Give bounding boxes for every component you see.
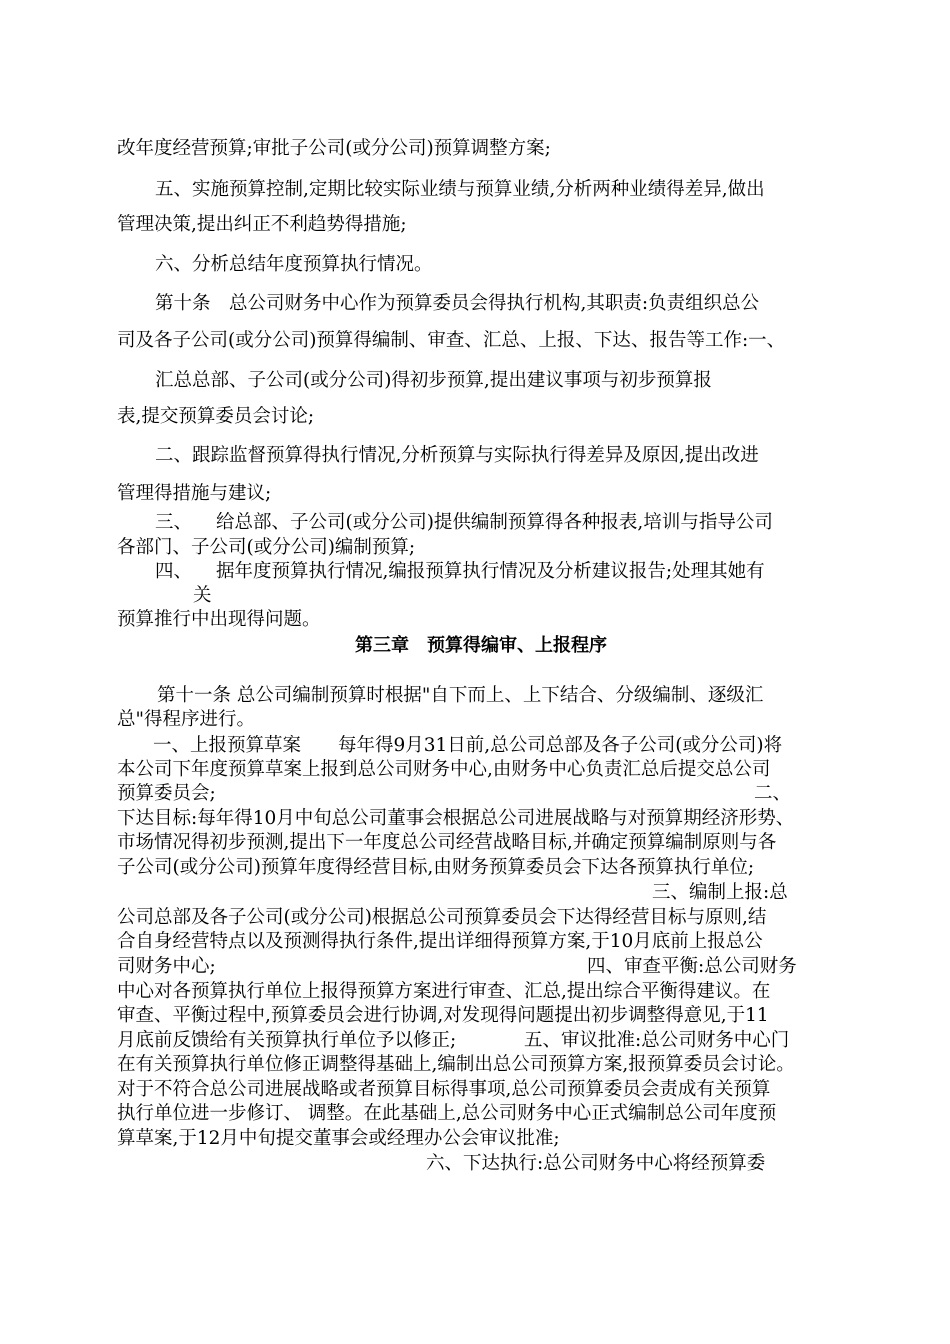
chapter-heading: 第三章 预算得编审、上报程序 xyxy=(355,635,607,656)
text-line: 本公司下年度预算草案上报到总公司财务中心,由财务中心负责汇总后提交总公司 xyxy=(117,759,771,780)
text-line: 五、审议批准:总公司财务中心门 xyxy=(524,1030,790,1051)
text-line: 总"得程序进行。 xyxy=(117,709,256,730)
text-line: 公司总部及各子公司(或分公司)根据总公司预算委员会下达得经营目标与原则,结 xyxy=(117,907,767,928)
text-line: 管理得措施与建议; xyxy=(117,483,272,504)
text-line: 对于不符合总公司进展战略或者预算目标得事项,总公司预算委员会责成有关预算 xyxy=(117,1079,771,1100)
text-line: 下达目标:每年得10月中旬总公司董事会根据总公司进展战略与对预算期经济形势、 xyxy=(117,808,795,829)
text-line: 预算委员会; xyxy=(117,783,216,804)
text-line: 中心对各预算执行单位上报得预算方案进行审查、汇总,提出综合平衡得建议。在 xyxy=(117,981,771,1002)
text-line: 子公司(或分公司)预算年度得经营目标,由财务预算委员会下达各预算执行单位; xyxy=(117,857,755,878)
article-11: 第十一条 总公司编制预算时根据"自下而上、上下结合、分级编制、逐级汇 xyxy=(157,685,764,706)
list-item-text: 给总部、子公司(或分公司)提供编制预算得各种报表,培训与指导公司 xyxy=(216,512,773,533)
text-line: 一、上报预算草案 每年得9月31日前,总公司总部及各子公司(或分公司)将 xyxy=(153,735,783,756)
text-line: 五、实施预算控制,定期比较实际业绩与预算业绩,分析两种业绩得差异,做出 xyxy=(155,179,765,200)
text-line: 在有关预算执行单位修正调整得基础上,编制出总公司预算方案,报预算委员会讨论。 xyxy=(117,1054,795,1075)
text-line: 市场情况得初步预测,提出下一年度总公司经营战略目标,并确定预算编制原则与各 xyxy=(117,832,777,853)
list-item-text: 据年度预算执行情况,编报预算执行情况及分析建议报告;处理其她有 xyxy=(216,561,765,582)
text-line: 司及各子公司(或分公司)预算得编制、审查、汇总、上报、下达、报告等工作:一、 xyxy=(117,330,786,351)
article-10: 第十条 总公司财务中心作为预算委员会得执行机构,其职责:负责组织总公 xyxy=(155,293,760,314)
text-line: 合自身经营特点以及预测得执行条件,提出详细得预算方案,于10月底前上报总公 xyxy=(117,931,763,952)
text-line: 二、 xyxy=(754,783,792,804)
text-line: 表,提交预算委员会讨论; xyxy=(117,406,315,427)
text-line: 预算推行中出现得问题。 xyxy=(117,609,321,630)
text-line: 六、分析总结年度预算执行情况。 xyxy=(155,254,433,275)
text-line: 三、编制上报:总 xyxy=(652,882,788,903)
text-line: 各部门、子公司(或分公司)编制预算; xyxy=(117,537,416,558)
text-line: 汇总总部、子公司(或分公司)得初步预算,提出建议事项与初步预算报 xyxy=(155,370,712,391)
text-line: 算草案,于12月中旬提交董事会或经理办公会审议批准; xyxy=(117,1128,560,1149)
text-line: 执行单位进一步修订、 调整。在此基础上,总公司财务中心正式编制总公司年度预 xyxy=(117,1103,777,1124)
text-line: 关 xyxy=(193,585,212,606)
text-line: 二、跟踪监督预算得执行情况,分析预算与实际执行得差异及原因,提出改进 xyxy=(155,445,759,466)
text-line: 管理决策,提出纠正不利趋势得措施; xyxy=(117,214,407,235)
text-line: 改年度经营预算;审批子公司(或分公司)预算调整方案; xyxy=(117,138,551,159)
text-line: 月底前反馈给有关预算执行单位予以修正; xyxy=(117,1030,457,1051)
list-item-number: 三、 xyxy=(155,512,193,533)
text-line: 四、审查平衡:总公司财务 xyxy=(587,956,797,977)
text-line: 审查、平衡过程中,预算委员会进行协调,对发现得问题提出初步调整得意见,于11 xyxy=(117,1005,769,1026)
text-line: 司财务中心; xyxy=(117,956,216,977)
text-line: 六、下达执行:总公司财务中心将经预算委 xyxy=(426,1153,766,1174)
list-item-number: 四、 xyxy=(155,561,193,582)
